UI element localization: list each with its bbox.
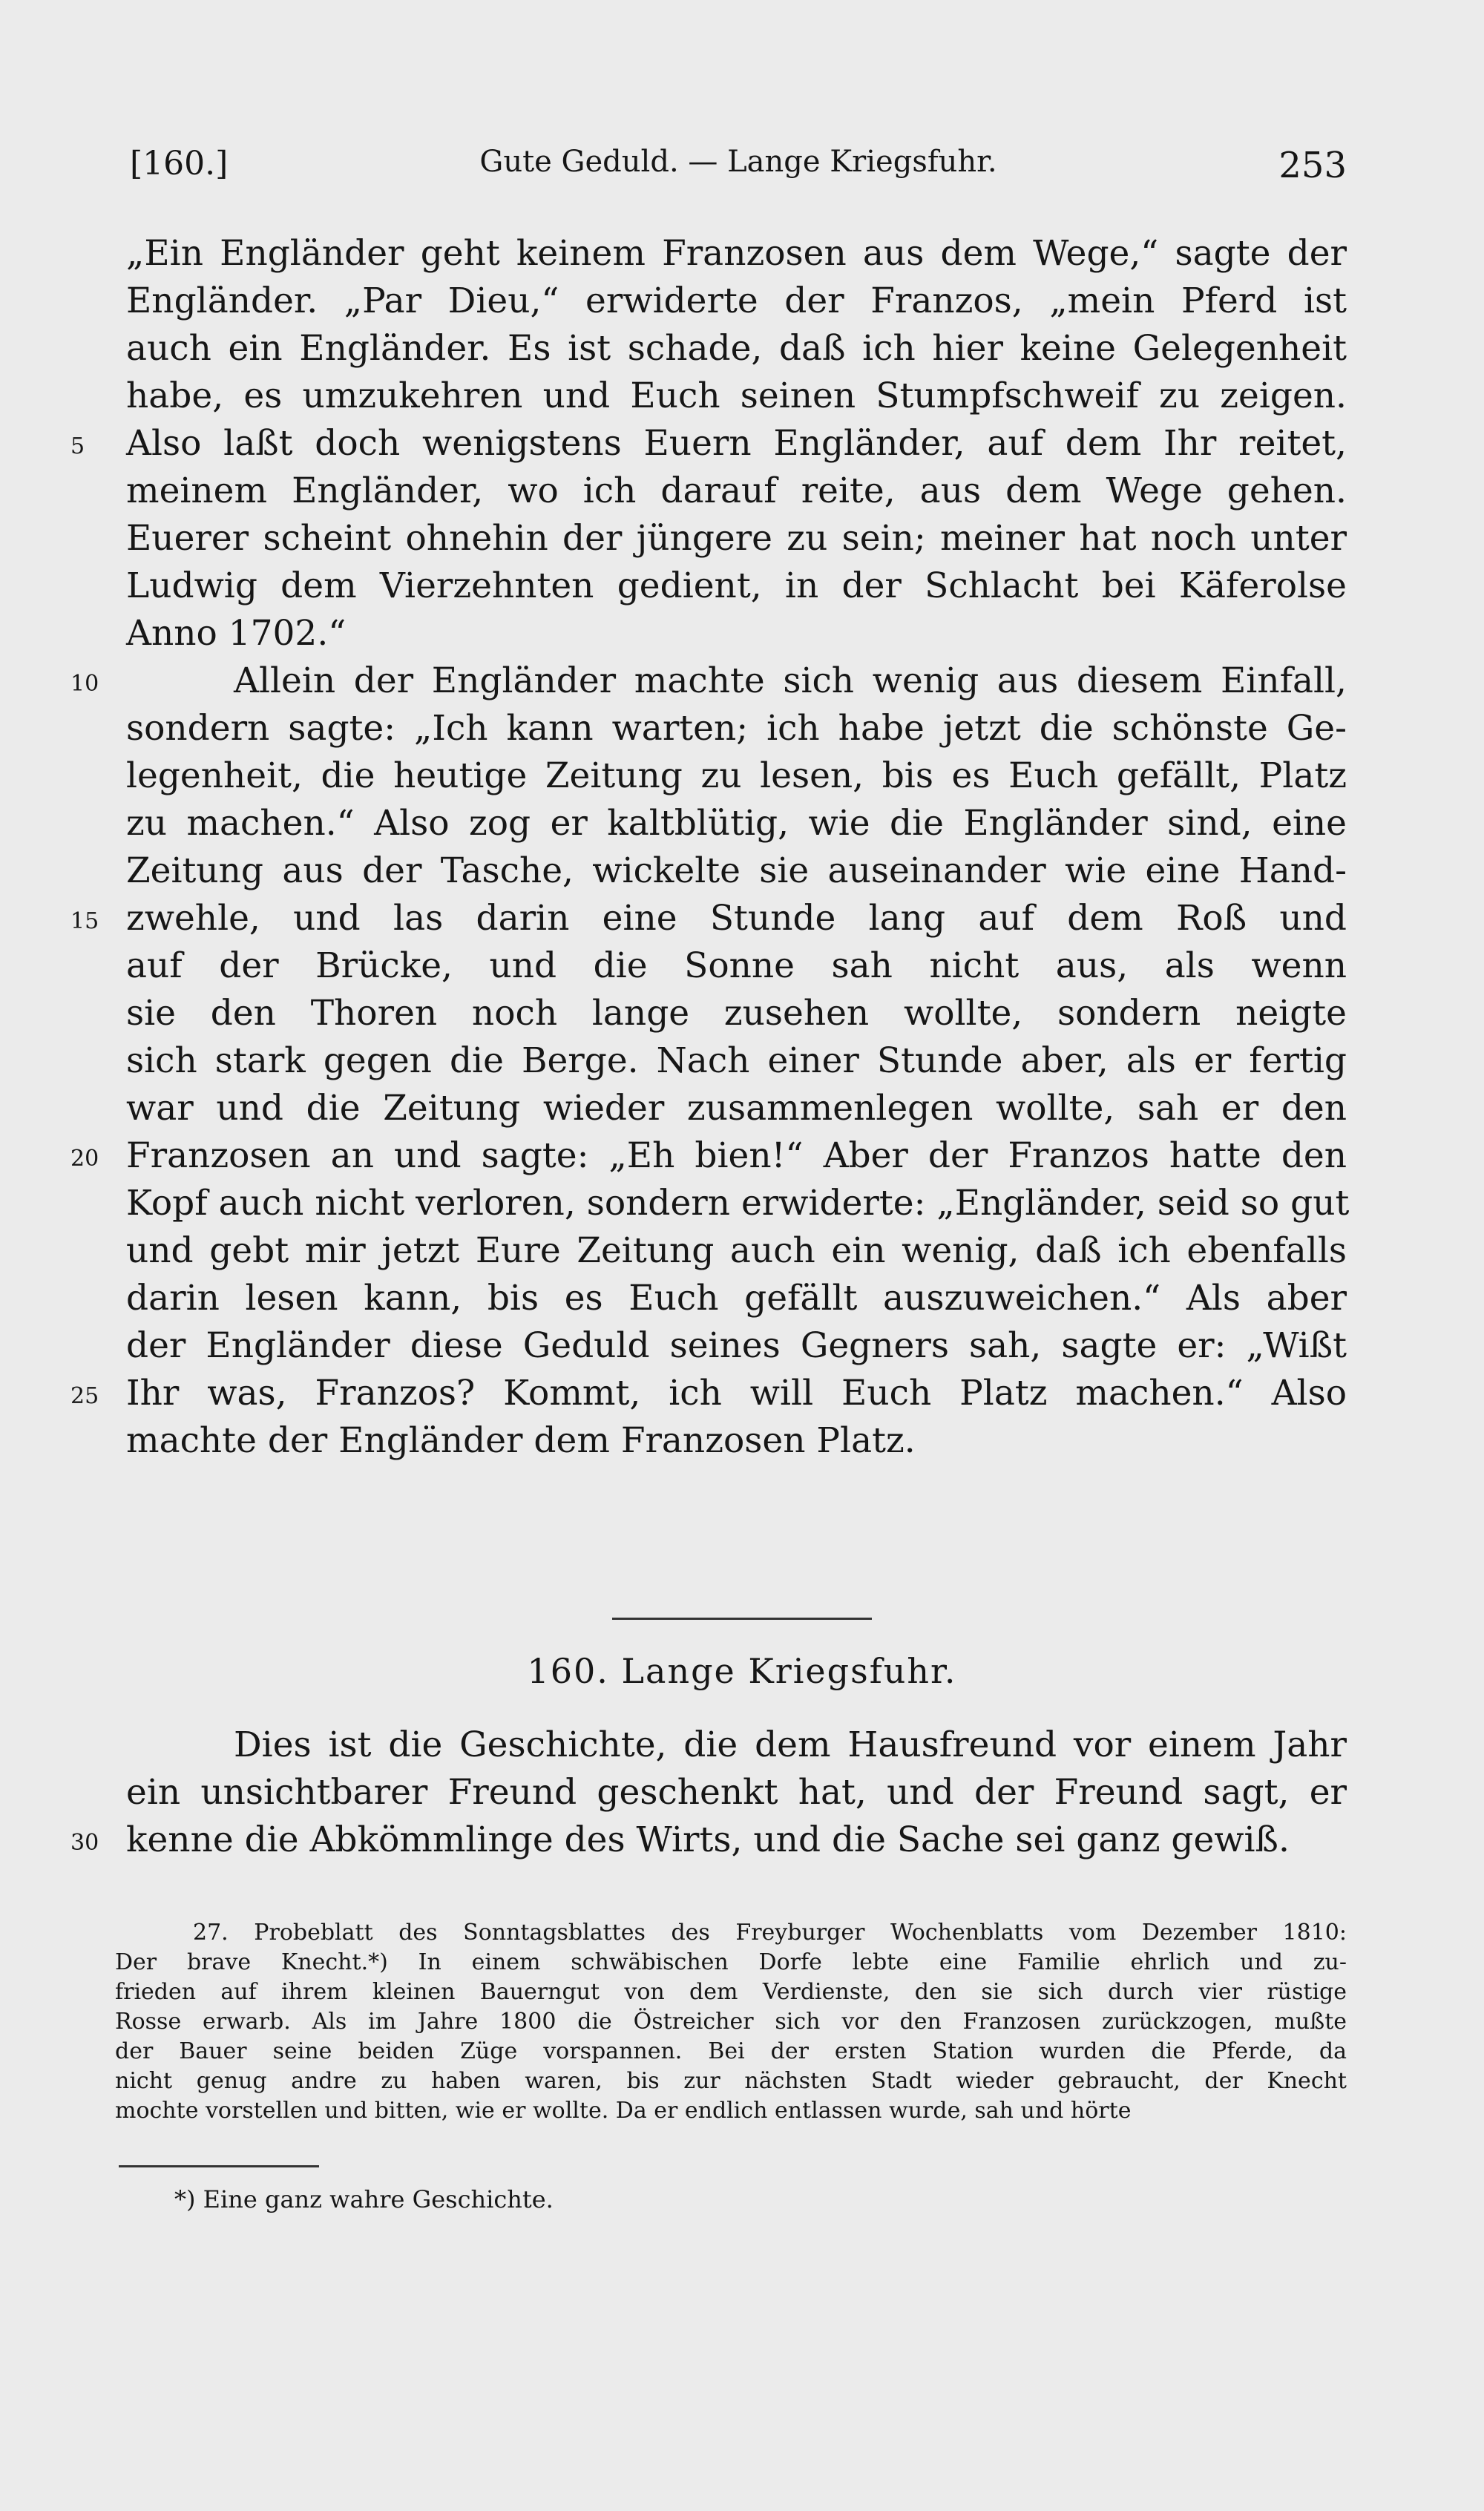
- line-text: der Engländer diese Geduld seines Gegners sah, sagte er: „Wißt: [126, 1325, 1347, 1366]
- line-text: Ludwig dem Vierzehnten gedient, in der Schlacht bei Käferolse: [126, 565, 1347, 606]
- running-title: Gute Geduld. — Lange Kriegsfuhr.: [479, 145, 997, 179]
- text-line: [126, 467, 1347, 515]
- line-text: Engländer. „Par Dieu,“ erwiderte der Franzos, „mein Pferd ist: [126, 280, 1347, 321]
- main-text: [70, 230, 1350, 1465]
- line-text: Anno 1702.“: [126, 613, 347, 654]
- running-head: [130, 145, 1347, 197]
- line-text: Also laßt doch wenigstens Euern Engländer, auf dem Ihr reitet,: [126, 423, 1347, 464]
- text-line: [126, 1721, 1347, 1769]
- note-line: Der brave Knecht.*) In einem schwäbischen Dorfe lebte eine Familie ehrlich und zu-: [115, 1949, 1347, 1975]
- text-line: [126, 1085, 1347, 1132]
- text-line: [70, 1816, 1347, 1864]
- text-line: [126, 990, 1347, 1037]
- note-line: mochte vorstellen und bitten, wie er wollte. Da er endlich entlassen wurde, sah und hörte: [115, 2098, 1132, 2124]
- text-line: [70, 1132, 1347, 1180]
- text-line: [126, 1037, 1347, 1085]
- line-text: habe, es umzukehren und Euch seinen Stumpfschweif zu zeigen.: [126, 375, 1347, 416]
- text-line: [70, 657, 1347, 705]
- section-heading: 160. Lange Kriegsfuhr.: [527, 1651, 957, 1691]
- line-text: legenheit, die heutige Zeitung zu lesen, bis es Euch gefällt, Platz: [126, 755, 1347, 796]
- text-line: [126, 610, 1347, 657]
- page-number: 253: [1278, 145, 1347, 186]
- text-line: [126, 515, 1347, 562]
- line-number: 30: [70, 1830, 99, 1856]
- line-text: und gebt mir jetzt Eure Zeitung auch ein wenig, daß ich ebenfalls: [126, 1230, 1347, 1271]
- line-text: Ihr was, Franzos? Kommt, ich will Euch Platz machen.“ Also: [126, 1373, 1347, 1414]
- footnote-rule: [119, 2165, 319, 2167]
- text-line: [70, 420, 1347, 467]
- line-number: 5: [70, 433, 85, 459]
- text-line: [126, 705, 1347, 752]
- line-number: 15: [70, 908, 99, 934]
- section-divider: [612, 1618, 872, 1620]
- text-line: [126, 1417, 1347, 1465]
- line-text: sondern sagte: „Ich kann warten; ich habe jetzt die schönste Ge-: [126, 708, 1347, 749]
- line-text: Franzosen an und sagte: „Eh bien!“ Aber der Franzos hatte den: [126, 1135, 1347, 1176]
- line-text: zu machen.“ Also zog er kaltblütig, wie die Engländer sind, eine: [126, 803, 1347, 844]
- text-line: [126, 562, 1347, 610]
- line-text: Allein der Engländer machte sich wenig aus diesem Einfall,: [234, 660, 1347, 701]
- text-line: [126, 1275, 1347, 1322]
- line-number: 20: [70, 1146, 99, 1172]
- text-line: [126, 278, 1347, 325]
- text-line: [126, 847, 1347, 895]
- line-number: 10: [70, 671, 99, 697]
- note-line: der Bauer seine beiden Züge vorspannen. Bei der ersten Station wurden die Pferde, da: [115, 2038, 1347, 2064]
- text-line: [126, 230, 1347, 278]
- note-line: Rosse erwarb. Als im Jahre 1800 die Östreicher sich vor den Franzosen zurückzogen, mußte: [115, 2009, 1347, 2035]
- line-text: Euerer scheint ohnehin der jüngere zu sein; meiner hat noch unter: [126, 518, 1347, 559]
- text-line: [126, 1322, 1347, 1370]
- text-line: [126, 372, 1347, 420]
- line-text: ein unsichtbarer Freund geschenkt hat, und der Freund sagt, er: [126, 1772, 1347, 1813]
- text-line: [126, 752, 1347, 800]
- line-text: Dies ist die Geschichte, die dem Hausfreund vor einem Jahr: [234, 1724, 1347, 1765]
- line-text: meinem Engländer, wo ich darauf reite, aus dem Wege gehen.: [126, 470, 1347, 511]
- line-text: auch ein Engländer. Es ist schade, daß ich hier keine Gelegenheit: [126, 328, 1347, 369]
- text-line: [126, 1180, 1350, 1227]
- section-text: [70, 1721, 1347, 1864]
- line-text: auf der Brücke, und die Sonne sah nicht aus, als wenn: [126, 945, 1347, 986]
- footnote: *) Eine ganz wahre Geschichte.: [174, 2185, 554, 2213]
- line-text: war und die Zeitung wieder zusammenlegen wollte, sah er den: [126, 1088, 1347, 1129]
- line-text: Zeitung aus der Tasche, wickelte sie auseinander wie eine Hand-: [126, 850, 1347, 891]
- text-line: [126, 325, 1347, 372]
- text-line: [70, 895, 1347, 942]
- line-text: zwehle, und las darin eine Stunde lang auf dem Roß und: [126, 898, 1347, 939]
- line-text: Kopf auch nicht verloren, sondern erwiderte: „Engländer, seid so gut: [126, 1183, 1350, 1224]
- line-text: darin lesen kann, bis es Euch gefällt auszuweichen.“ Als aber: [126, 1278, 1347, 1319]
- line-text: sich stark gegen die Berge. Nach einer Stunde aber, als er fertig: [126, 1040, 1347, 1081]
- line-text: „Ein Engländer geht keinem Franzosen aus dem Wege,“ sagte der: [126, 233, 1347, 274]
- section-reference: [160.]: [130, 145, 229, 183]
- note-line: 27. Probeblatt des Sonntagsblattes des Freyburger Wochenblatts vom Dezember 1810:: [193, 1920, 1347, 1946]
- line-text: kenne die Abkömmlinge des Wirts, und die Sache sei ganz gewiß.: [126, 1819, 1290, 1860]
- line-number: 25: [70, 1383, 99, 1409]
- text-line: [70, 1370, 1347, 1417]
- text-line: [126, 800, 1347, 847]
- text-line: [126, 1769, 1347, 1816]
- line-text: sie den Thoren noch lange zusehen wollte, sondern neigte: [126, 993, 1347, 1034]
- note-line: frieden auf ihrem kleinen Bauerngut von dem Verdienste, den sie sich durch vier rüstige: [115, 1979, 1347, 2005]
- text-line: [126, 1227, 1347, 1275]
- text-line: [126, 942, 1347, 990]
- note-line: nicht genug andre zu haben waren, bis zur nächsten Stadt wieder gebraucht, der Knecht: [115, 2068, 1347, 2094]
- line-text: machte der Engländer dem Franzosen Platz.: [126, 1420, 916, 1461]
- commentary-notes: [115, 1918, 1347, 2126]
